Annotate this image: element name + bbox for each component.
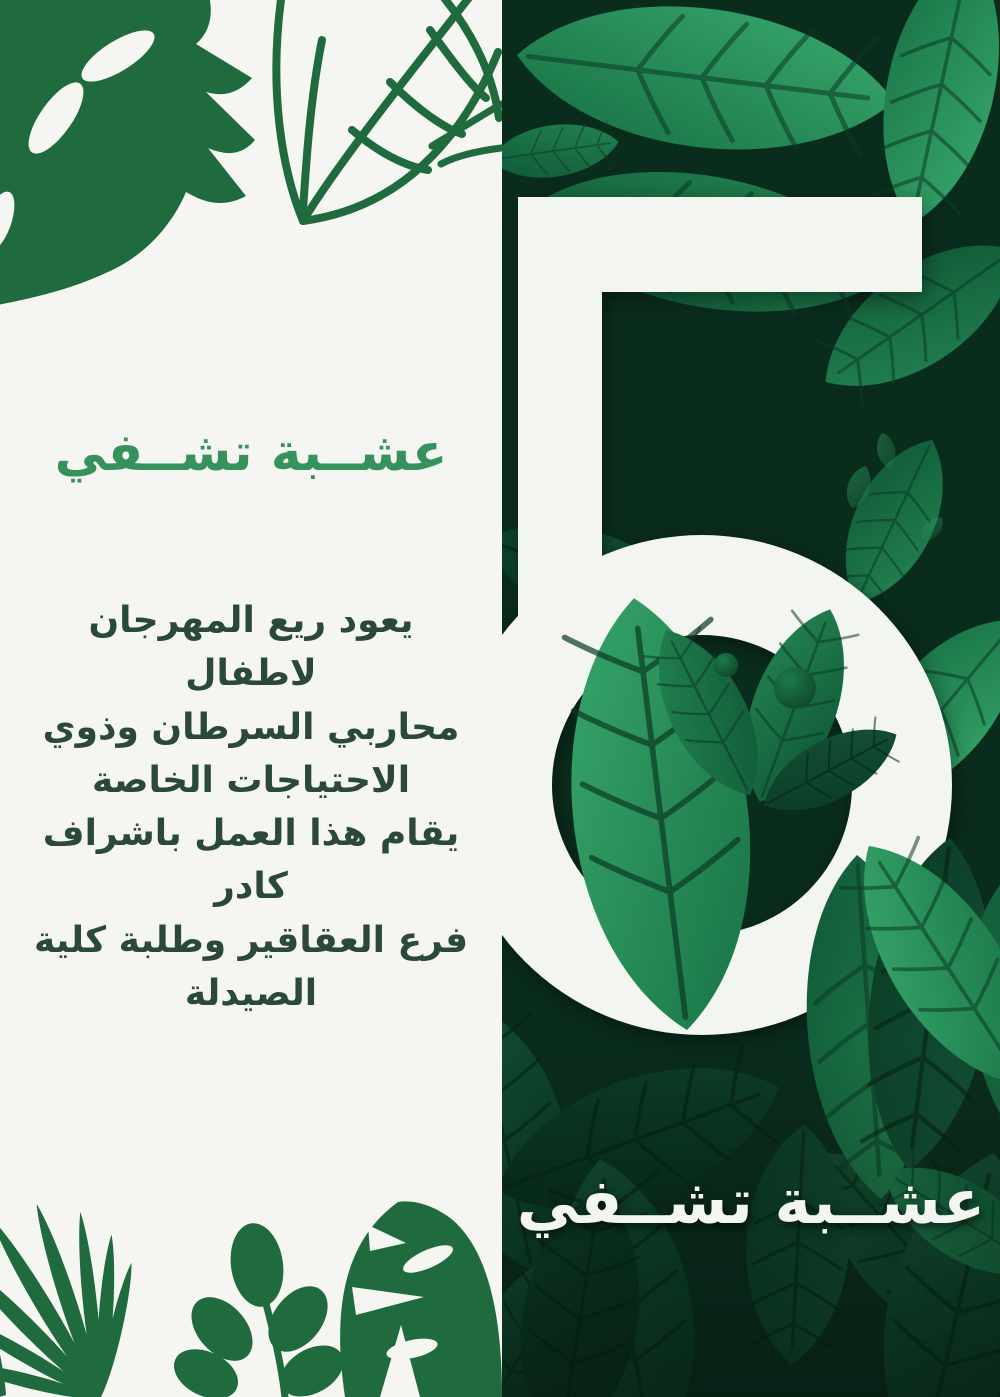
monstera-leaf-icon [340,1201,502,1397]
description-line: الاحتياجات الخاصة [91,759,411,801]
corner-leaf-decoration-top [0,0,502,332]
photo-panel [502,0,1000,1397]
description-line: يعود ريع المهرجان لاطفال [88,600,414,695]
event-description [18,594,484,1020]
description-line: فرع العقاقير وطلبة كلية [33,919,469,961]
description-line: الصيدلة [184,972,318,1014]
description-line: محاربي السرطان وذوي [42,706,460,748]
description-line: يقام هذا العمل باشراف كادر [42,813,460,908]
brand-title-arabic: عشــبة تشــفي [54,423,448,483]
palm-frond-icon [0,1202,137,1397]
leaf-sprig-icon [166,1220,353,1397]
outlined-leaf-icon [276,0,499,221]
brand-title-overlay: عشــبة تشــفي [516,1164,986,1238]
corner-leaf-decoration-bottom [0,997,502,1397]
